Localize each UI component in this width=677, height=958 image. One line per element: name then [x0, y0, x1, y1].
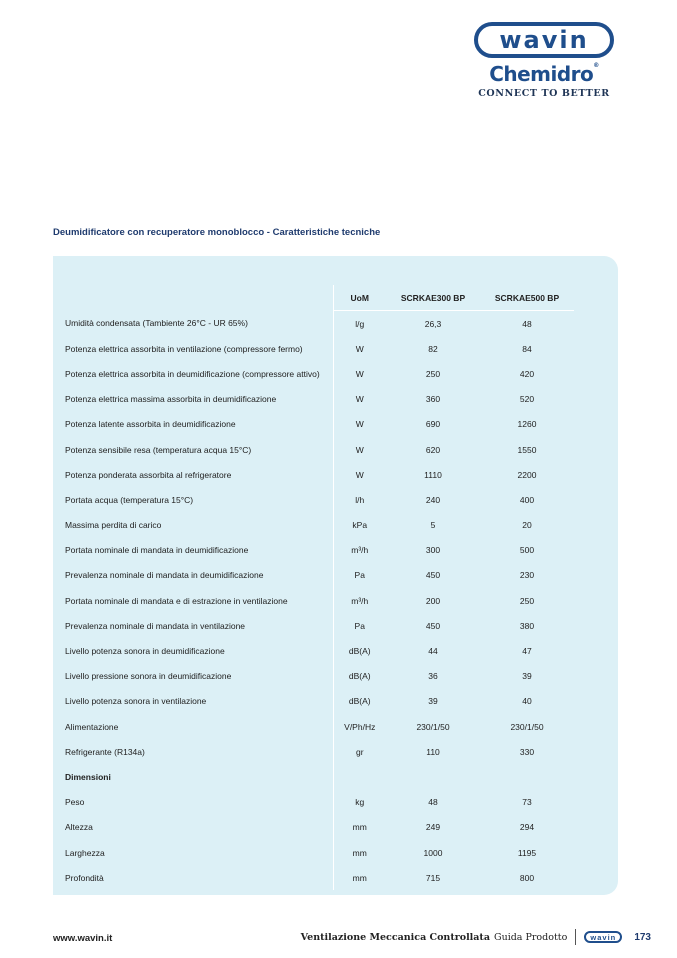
row-model-a-value: 5 — [430, 520, 436, 531]
footer-subtitle: Guida Prodotto — [493, 931, 568, 943]
row-model-a-value: 240 — [425, 494, 441, 505]
row-pad — [574, 588, 618, 613]
row-pad — [574, 764, 618, 789]
row-pad — [574, 563, 618, 588]
row-model-a-value: 360 — [425, 394, 441, 405]
row-pad — [574, 487, 618, 512]
row-label: Potenza elettrica assorbita in deumidificazione (compressore attivo) — [65, 368, 320, 379]
row-model-b-value: 40 — [522, 696, 532, 707]
row-model-a-value: 44 — [428, 646, 438, 657]
row-label: Potenza ponderata assorbita al refrigeratore — [65, 469, 232, 480]
row-label: Prevalenza nominale di mandata in ventilazione — [65, 620, 246, 631]
row-label: Refrigerante (R134a) — [65, 746, 145, 757]
row-model-a-value: 249 — [425, 822, 441, 833]
table-row — [53, 638, 618, 663]
row-label: Potenza latente assorbita in deumidificazione — [65, 419, 236, 430]
row-model-b-value: 73 — [522, 797, 532, 808]
footer-title: Ventilazione Meccanica Controllata — [300, 931, 490, 943]
row-model-b-value — [480, 764, 574, 789]
brand-block — [469, 22, 619, 99]
row-label: Alimentazione — [65, 721, 119, 732]
table-row — [53, 865, 618, 890]
row-model-a-value: 48 — [428, 797, 438, 808]
row-uom: dB(A) — [333, 664, 386, 689]
table-row — [53, 689, 618, 714]
table-row — [53, 513, 618, 538]
table-row — [53, 563, 618, 588]
wavin-logo: wavin — [474, 22, 614, 58]
row-pad — [574, 790, 618, 815]
row-uom: mm — [333, 865, 386, 890]
row-label: Profondità — [65, 872, 104, 883]
row-model-b-value: 330 — [519, 746, 535, 757]
table-row — [53, 739, 618, 764]
row-uom: l/h — [333, 487, 386, 512]
row-label: Potenza elettrica massima assorbita in deumidificazione — [65, 394, 277, 405]
row-label: Prevalenza nominale di mandata in deumidificazione — [65, 570, 264, 581]
row-pad — [574, 613, 618, 638]
row-uom: mm — [333, 815, 386, 840]
row-uom: W — [333, 437, 386, 462]
page-number: 173 — [634, 931, 651, 943]
row-pad — [574, 336, 618, 361]
row-model-b-value: 520 — [519, 394, 535, 405]
table-row — [53, 336, 618, 361]
row-model-a-value: 1000 — [423, 847, 443, 858]
row-pad — [574, 840, 618, 865]
row-uom: gr — [333, 739, 386, 764]
table-row — [53, 613, 618, 638]
row-model-b-value: 230/1/50 — [510, 721, 544, 732]
row-uom: Pa — [333, 613, 386, 638]
row-pad — [574, 638, 618, 663]
table-row — [53, 538, 618, 563]
row-label: Peso — [65, 797, 85, 808]
tagline: CONNECT TO BETTER — [478, 88, 610, 99]
row-uom: l/g — [333, 311, 386, 337]
row-model-b-value: 420 — [519, 368, 535, 379]
footer-right — [301, 929, 651, 945]
row-uom: m³/h — [333, 538, 386, 563]
row-model-a-value: 715 — [425, 872, 441, 883]
table-row — [53, 840, 618, 865]
table-row — [53, 790, 618, 815]
footer-divider — [575, 929, 576, 945]
row-pad — [574, 815, 618, 840]
row-model-a-value: 250 — [425, 368, 441, 379]
table-row — [53, 311, 618, 337]
row-pad — [574, 865, 618, 890]
row-pad — [574, 387, 618, 412]
chemidro-logo: Chemidro® — [489, 62, 599, 86]
row-model-b-value: 48 — [522, 318, 532, 329]
section-title: Deumidificatore con recuperatore monoblocco - Caratteristiche tecniche — [53, 227, 381, 238]
row-model-a-value: 110 — [426, 746, 440, 757]
row-model-b-value: 2200 — [517, 469, 537, 480]
header-uom: UoM — [333, 285, 386, 311]
header-pad — [574, 285, 618, 311]
row-model-b-value: 400 — [519, 494, 535, 505]
row-model-a-value: 1110 — [424, 469, 442, 480]
row-label: Portata acqua (temperatura 15°C) — [65, 494, 194, 505]
row-uom: W — [333, 361, 386, 386]
table-header-row — [53, 285, 618, 311]
row-label: Livello potenza sonora in deumidificazione — [65, 646, 225, 657]
row-model-a-value: 230/1/50 — [416, 721, 450, 732]
specs-panel — [53, 256, 618, 895]
row-model-b-value: 1550 — [517, 444, 537, 455]
row-model-b-value: 84 — [522, 343, 532, 354]
row-pad — [574, 538, 618, 563]
specs-table — [53, 285, 618, 890]
row-pad — [574, 361, 618, 386]
row-model-b-value: 1195 — [517, 847, 537, 858]
footer-url: www.wavin.it — [53, 933, 113, 944]
row-label: Massima perdita di carico — [65, 520, 162, 531]
row-uom: V/Ph/Hz — [333, 714, 386, 739]
row-model-b-value: 800 — [519, 872, 535, 883]
row-model-b-value: 500 — [519, 545, 535, 556]
table-row — [53, 588, 618, 613]
row-label: Umidità condensata (Tambiente 26°C - UR 65%) — [65, 318, 248, 329]
row-pad — [574, 462, 618, 487]
table-row — [53, 412, 618, 437]
row-model-b-value: 380 — [519, 620, 535, 631]
row-uom — [333, 764, 386, 789]
row-uom: Pa — [333, 563, 386, 588]
row-model-a-value: 690 — [425, 419, 441, 430]
row-model-a-value: 620 — [425, 444, 441, 455]
row-pad — [574, 714, 618, 739]
row-model-a-value: 200 — [425, 595, 441, 606]
table-row — [53, 437, 618, 462]
row-uom: dB(A) — [333, 689, 386, 714]
row-uom: mm — [333, 840, 386, 865]
row-pad — [574, 412, 618, 437]
row-uom: m³/h — [333, 588, 386, 613]
row-model-a-value: 36 — [428, 671, 438, 682]
row-uom: kg — [333, 790, 386, 815]
row-model-b-value: 20 — [522, 520, 532, 531]
row-pad — [574, 664, 618, 689]
row-pad — [574, 513, 618, 538]
row-pad — [574, 311, 618, 337]
table-row — [53, 664, 618, 689]
row-pad — [574, 689, 618, 714]
row-label: Potenza elettrica assorbita in ventilazione (compressore fermo) — [65, 343, 303, 354]
row-label: Portata nominale di mandata e di estrazione in ventilazione — [65, 595, 288, 606]
row-model-a-value: 82 — [428, 343, 438, 354]
row-model-b-value: 294 — [519, 822, 535, 833]
page-footer — [53, 928, 651, 946]
row-uom: dB(A) — [333, 638, 386, 663]
row-model-b-value: 39 — [522, 671, 532, 682]
row-model-a-value: 450 — [425, 620, 441, 631]
row-model-b-value: 47 — [522, 646, 532, 657]
table-row — [53, 714, 618, 739]
header-model-b: SCRKAE500 BP — [480, 285, 574, 311]
row-label: Livello pressione sonora in deumidificazione — [65, 671, 232, 682]
row-model-b-value: 230 — [519, 570, 535, 581]
table-row — [53, 361, 618, 386]
row-uom: W — [333, 387, 386, 412]
row-model-b-value: 250 — [519, 595, 535, 606]
table-row — [53, 487, 618, 512]
row-label: Larghezza — [65, 847, 105, 858]
header-model-a: SCRKAE300 BP — [386, 285, 480, 311]
row-uom: W — [333, 462, 386, 487]
row-label: Altezza — [65, 822, 93, 833]
table-row — [53, 387, 618, 412]
row-label: Livello potenza sonora in ventilazione — [65, 696, 207, 707]
row-label: Potenza sensibile resa (temperatura acqua 15°C) — [65, 444, 252, 455]
row-uom: W — [333, 336, 386, 361]
table-row — [53, 764, 618, 789]
row-model-a-value: 26,3 — [424, 318, 442, 329]
row-uom: kPa — [333, 513, 386, 538]
header-label — [53, 285, 333, 311]
row-model-b-value: 1260 — [517, 419, 537, 430]
table-row — [53, 462, 618, 487]
row-label: Portata nominale di mandata in deumidificazione — [65, 545, 249, 556]
row-model-a-value: 450 — [425, 570, 441, 581]
table-row — [53, 815, 618, 840]
row-uom: W — [333, 412, 386, 437]
row-pad — [574, 437, 618, 462]
table-body — [53, 311, 618, 891]
row-model-a-value — [386, 764, 480, 789]
row-pad — [574, 739, 618, 764]
row-model-a-value: 300 — [425, 545, 441, 556]
row-label: Dimensioni — [65, 771, 111, 782]
footer-wavin-logo: wavin — [584, 931, 622, 943]
row-model-a-value: 39 — [428, 696, 438, 707]
